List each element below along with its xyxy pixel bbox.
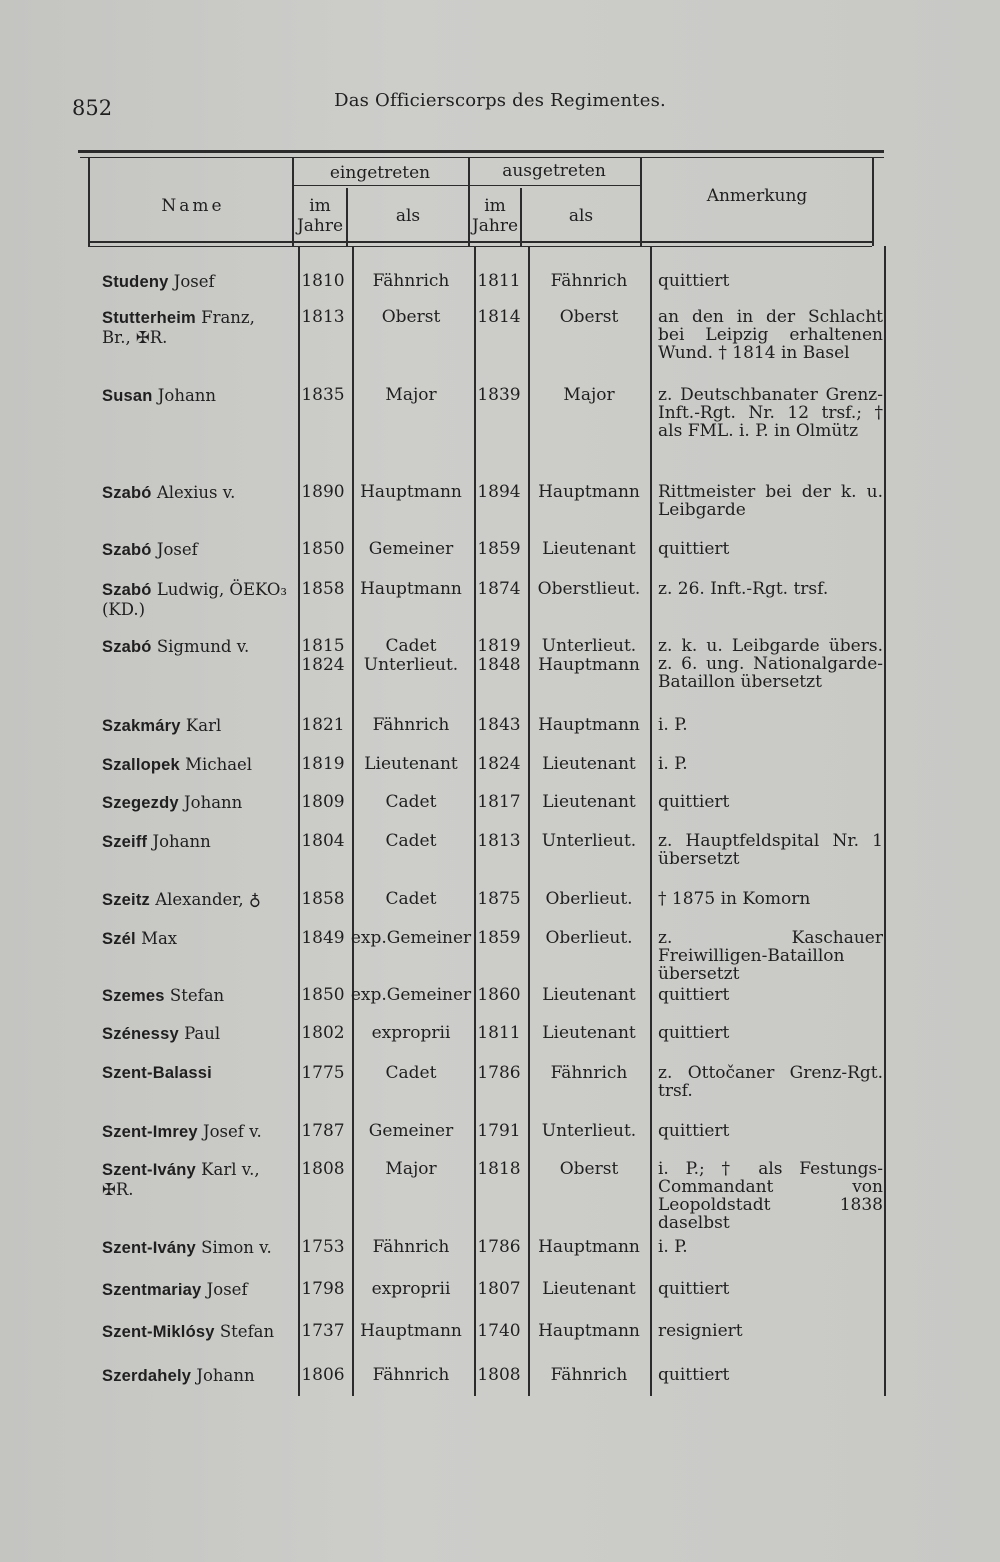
exit-rank: Oberlieut. — [545, 928, 633, 948]
remark: i. P. — [658, 715, 688, 735]
officer-surname: Szent-Miklósy — [102, 1323, 215, 1341]
entry-year: 1858 — [301, 579, 345, 599]
entry-year: 1809 — [301, 792, 345, 812]
exit-year: 1824 — [477, 754, 521, 774]
officer-surname: Szent-Imrey — [102, 1123, 198, 1141]
header-im-2: im — [484, 196, 506, 216]
exit-year: 1860 — [477, 985, 521, 1005]
exit-year: 1740 — [477, 1321, 521, 1341]
exit-rank: Lieutenant — [542, 754, 636, 774]
officer-given-name: Karl — [180, 716, 222, 735]
officer-given-name: Max — [135, 929, 178, 948]
entry-year: 1810 — [301, 271, 345, 291]
officer-given-name: Josef — [201, 1280, 248, 1299]
exit-rank: Unterlieut. Hauptmann — [538, 636, 640, 675]
officer-surname: Szabó — [102, 541, 152, 559]
exit-rank: Hauptmann — [538, 1237, 640, 1257]
entry-year: 1737 — [301, 1321, 345, 1341]
exit-year: 1811 — [477, 1023, 521, 1043]
officer-surname: Szent-Ivány — [102, 1239, 196, 1257]
exit-rank: Lieutenant — [542, 1023, 636, 1043]
remark: z. Kaschauer Freiwilligen-Bataillon übersetzt — [658, 928, 883, 984]
entry-year: 1835 — [301, 385, 345, 405]
entry-year: 1890 — [301, 482, 345, 502]
officer-name — [102, 540, 198, 560]
officer-given-name: Alexander, ♁ — [149, 890, 261, 909]
exit-rank: Hauptmann — [538, 1321, 640, 1341]
exit-rank: Fähnrich — [550, 1063, 628, 1083]
remark: quittiert — [658, 539, 730, 559]
exit-year: 1818 — [477, 1159, 521, 1179]
entry-year: 1808 — [301, 1159, 345, 1179]
entry-rank: Fähnrich — [372, 1365, 450, 1385]
entry-year: 1787 — [301, 1121, 345, 1141]
exit-year: 1819 1848 — [477, 636, 521, 675]
entry-rank: Hauptmann — [360, 579, 462, 599]
officer-given-name: Josef — [151, 540, 198, 559]
officer-surname: Szénessy — [102, 1025, 179, 1043]
officer-name — [102, 580, 287, 620]
exit-year: 1811 — [477, 271, 521, 291]
officer-name — [102, 386, 216, 406]
entry-year: 1819 — [301, 754, 345, 774]
officer-surname: Szent-Ivány — [102, 1161, 196, 1179]
officer-surname: Stutterheim — [102, 309, 196, 327]
officer-given-name: Stefan — [164, 986, 225, 1005]
exit-year: 1786 — [477, 1237, 521, 1257]
remark: z. 26. Inft.-Rgt. trsf. — [658, 579, 829, 599]
exit-rank: Oberst — [559, 307, 619, 327]
entry-rank: Gemeiner — [368, 1121, 454, 1141]
officer-name — [102, 832, 211, 852]
remark: i. P.; † als Festungs-Commandant von Leopoldstadt 1838 daselbst — [658, 1159, 883, 1233]
officer-name — [102, 1238, 272, 1258]
officer-name-continuation: Br., ✠R. — [102, 328, 168, 347]
header-jahre-1: Jahre — [296, 216, 344, 236]
exit-rank: Unterlieut. — [541, 1121, 637, 1141]
remark: an den in der Schlacht bei Leipzig erhaltenen Wund. † 1814 in Basel — [658, 307, 883, 363]
exit-year: 1814 — [477, 307, 521, 327]
header-anmerkung: Anmerkung — [706, 186, 808, 206]
header-jahre-2: Jahre — [471, 216, 519, 236]
exit-year: 1859 — [477, 928, 521, 948]
officer-surname: Studeny — [102, 273, 169, 291]
entry-rank: Cadet Unterlieut. — [363, 636, 459, 675]
entry-rank: Cadet — [385, 792, 437, 812]
header-im-1: im — [309, 196, 331, 216]
officer-surname: Szakmáry — [102, 717, 181, 735]
remark: quittiert — [658, 1279, 730, 1299]
entry-rank: Cadet — [385, 889, 437, 909]
exit-year: 1859 — [477, 539, 521, 559]
exit-rank: Major — [563, 385, 615, 405]
officer-surname: Szél — [102, 930, 136, 948]
exit-rank: Oberlieut. — [545, 889, 633, 909]
exit-year: 1807 — [477, 1279, 521, 1299]
officer-given-name: Sigmund v. — [151, 637, 250, 656]
exit-rank: Unterlieut. — [541, 831, 637, 851]
col-line-ausgetreten-body — [650, 246, 652, 1396]
entry-year: 1849 — [301, 928, 345, 948]
officer-name — [102, 1160, 260, 1200]
entry-rank: exp.Gemeiner — [350, 928, 472, 948]
remark: resigniert — [658, 1321, 743, 1341]
exit-rank: Fähnrich — [550, 1365, 628, 1385]
officer-name — [102, 793, 242, 813]
entry-rank: Hauptmann — [360, 1321, 462, 1341]
officer-surname: Szerdahely — [102, 1367, 192, 1385]
officer-given-name: Simon v. — [195, 1238, 272, 1257]
remark: quittiert — [658, 1121, 730, 1141]
col-line-name-body — [298, 246, 300, 1396]
remark: Rittmeister bei der k. u. Leibgarde — [658, 482, 883, 520]
exit-rank: Hauptmann — [538, 715, 640, 735]
remark: z. k. u. Leibgarde übers. z. 6. ung. Nationalgarde-Bataillon übersetzt — [658, 636, 883, 692]
exit-year: 1817 — [477, 792, 521, 812]
exit-year: 1791 — [477, 1121, 521, 1141]
top-rule-thin — [80, 157, 884, 158]
remark: quittiert — [658, 1365, 730, 1385]
entry-rank: Fähnrich — [372, 715, 450, 735]
officer-given-name: Johann — [152, 386, 217, 405]
remark: quittiert — [658, 985, 730, 1005]
officer-surname: Szabó — [102, 638, 152, 656]
entry-year: 1804 — [301, 831, 345, 851]
remark: i. P. — [658, 1237, 688, 1257]
officer-surname: Susan — [102, 387, 153, 405]
col-line-year1-body — [352, 246, 354, 1396]
entry-year: 1815 1824 — [301, 636, 345, 675]
remark: † 1875 in Komorn — [658, 889, 811, 909]
officer-given-name: Josef v. — [197, 1122, 262, 1141]
entry-year: 1753 — [301, 1237, 345, 1257]
top-rule-thick — [78, 150, 884, 153]
remark: z. Deutschbanater Grenz-Inft.-Rgt. Nr. 12 trsf.; † als FML. i. P. in Olmütz — [658, 385, 883, 441]
running-head: Das Officierscorps des Regimentes. — [334, 90, 666, 111]
officer-surname: Szabó — [102, 484, 152, 502]
officer-name — [102, 1064, 212, 1083]
officer-name — [102, 1366, 255, 1386]
officer-surname: Szent-Balassi — [102, 1064, 212, 1082]
header-eingetreten: eingetreten — [329, 163, 431, 183]
entry-rank: Fähnrich — [372, 271, 450, 291]
exit-year: 1839 — [477, 385, 521, 405]
entry-year: 1802 — [301, 1023, 345, 1043]
entry-year: 1858 — [301, 889, 345, 909]
exit-year: 1786 — [477, 1063, 521, 1083]
exit-year: 1875 — [477, 889, 521, 909]
col-line-eingetreten-body — [474, 246, 476, 1396]
officer-name — [102, 1024, 220, 1044]
officer-name — [102, 890, 261, 910]
officer-name — [102, 637, 249, 657]
entry-rank: Major — [385, 385, 437, 405]
officer-given-name: Alexius v. — [151, 483, 236, 502]
entry-year: 1821 — [301, 715, 345, 735]
ausgetreten-underline — [468, 185, 640, 186]
exit-rank: Lieutenant — [542, 985, 636, 1005]
officer-surname: Szabó — [102, 581, 152, 599]
col-line-right — [872, 158, 874, 246]
col-line-right-body — [884, 246, 886, 1396]
officer-name — [102, 1280, 248, 1300]
officer-surname: Szentmariay — [102, 1281, 202, 1299]
officer-given-name: Stefan — [214, 1322, 275, 1341]
header-bottom-rule-2 — [88, 246, 872, 247]
remark: z. Ottočaner Grenz-Rgt. trsf. — [658, 1063, 883, 1101]
header-ausgetreten: ausgetreten — [502, 161, 606, 181]
entry-rank: Cadet — [385, 831, 437, 851]
officer-name — [102, 716, 221, 736]
col-line-year2-body — [528, 246, 530, 1396]
officer-name-continuation: ✠R. — [102, 1180, 134, 1199]
entry-rank: Gemeiner — [368, 539, 454, 559]
exit-rank: Lieutenant — [542, 1279, 636, 1299]
exit-year: 1813 — [477, 831, 521, 851]
officer-given-name: Josef — [168, 272, 215, 291]
exit-year: 1843 — [477, 715, 521, 735]
remark: i. P. — [658, 754, 688, 774]
entry-rank: exp.Gemeiner — [350, 985, 472, 1005]
officer-name — [102, 1122, 262, 1142]
officer-surname: Szeitz — [102, 891, 150, 909]
remark: quittiert — [658, 271, 730, 291]
col-line-left — [88, 158, 90, 246]
officer-surname: Szeiff — [102, 833, 148, 851]
remark: z. Hauptfeldspital Nr. 1 übersetzt — [658, 831, 883, 869]
exit-rank: Oberstlieut. — [537, 579, 641, 599]
officer-given-name: Paul — [178, 1024, 221, 1043]
officer-name — [102, 1322, 274, 1342]
exit-rank: Fähnrich — [550, 271, 628, 291]
officer-name — [102, 755, 252, 775]
entry-rank: Hauptmann — [360, 482, 462, 502]
exit-rank: Lieutenant — [542, 539, 636, 559]
entry-rank: Fähnrich — [372, 1237, 450, 1257]
exit-year: 1894 — [477, 482, 521, 502]
entry-year: 1850 — [301, 985, 345, 1005]
header-als-1: als — [395, 206, 421, 226]
entry-rank: Cadet — [385, 1063, 437, 1083]
entry-year: 1813 — [301, 307, 345, 327]
header-als-2: als — [568, 206, 594, 226]
officer-name — [102, 272, 215, 292]
remark: quittiert — [658, 792, 730, 812]
entry-year: 1850 — [301, 539, 345, 559]
exit-year: 1808 — [477, 1365, 521, 1385]
officer-name — [102, 483, 235, 503]
remark: quittiert — [658, 1023, 730, 1043]
entry-rank: Oberst — [381, 307, 441, 327]
exit-rank: Oberst — [559, 1159, 619, 1179]
page-number: 852 — [72, 96, 113, 120]
exit-rank: Lieutenant — [542, 792, 636, 812]
officer-name — [102, 929, 177, 949]
entry-rank: exproprii — [371, 1279, 451, 1299]
eingetreten-underline — [292, 185, 468, 186]
entry-year: 1798 — [301, 1279, 345, 1299]
officer-given-name: Johann — [191, 1366, 255, 1385]
exit-year: 1874 — [477, 579, 521, 599]
officer-name — [102, 986, 224, 1006]
officer-given-name: Franz, — [195, 308, 255, 327]
entry-year: 1775 — [301, 1063, 345, 1083]
officer-surname: Szegezdy — [102, 794, 179, 812]
entry-rank: exproprii — [371, 1023, 451, 1043]
officer-given-name: Michael — [179, 755, 253, 774]
header-bottom-rule — [88, 241, 872, 243]
officer-name-continuation: (KD.) — [102, 600, 146, 619]
officer-surname: Szallopek — [102, 756, 180, 774]
header-name: Name — [161, 196, 225, 216]
officer-surname: Szemes — [102, 987, 165, 1005]
officer-given-name: Johann — [147, 832, 211, 851]
exit-rank: Hauptmann — [538, 482, 640, 502]
entry-year: 1806 — [301, 1365, 345, 1385]
officer-given-name: Johann — [178, 793, 243, 812]
officer-given-name: Ludwig, ÖEKO₃ — [151, 580, 288, 599]
entry-rank: Lieutenant — [364, 754, 458, 774]
officer-given-name: Karl v., — [195, 1160, 260, 1179]
entry-rank: Major — [385, 1159, 437, 1179]
officer-name — [102, 308, 255, 348]
